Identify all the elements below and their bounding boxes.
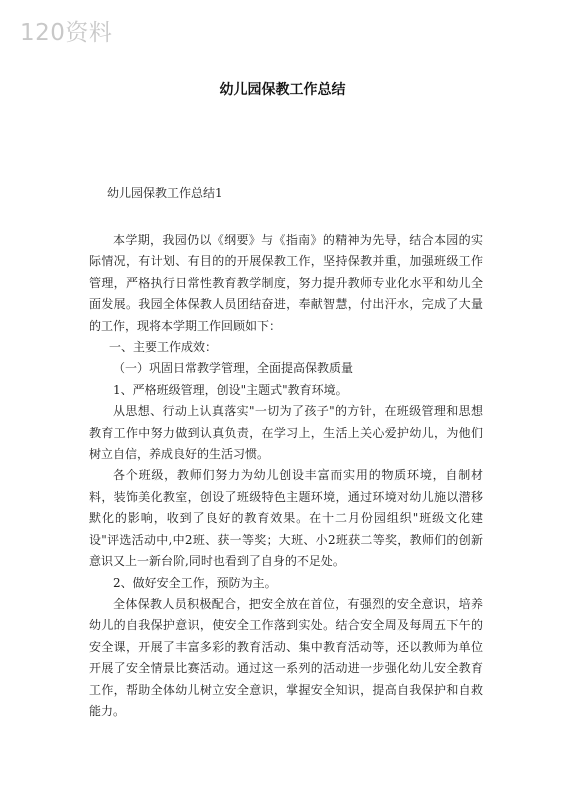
body-paragraph-4: 全体保教人员积极配合，把安全放在首位，有强烈的安全意识，培养幼儿的自我保护意识，使安全工作落到实处。结合安全周及每周五下午的安全课，开展了丰富多彩的教育活动、集中教育活动等，还以教师为单位开展了安全情景比赛活动。通过这一系列的活动进一步强化幼儿安全教育工作，帮助全体幼儿树立安全意识，掌握安全知识，提高自我保护和自救能力。: [89, 596, 483, 718]
document-body: [89, 230, 483, 722]
document-title: 幼儿园保教工作总结: [219, 82, 346, 98]
intro-paragraph: 本学期，我园仍以《纲要》与《指南》的精神为先导，结合本园的实际情况，有计划、有目的的开展保教工作，坚持保教并重，加强班级工作管理，严格执行日常性教育教学制度，努力提升教师专业化水平和幼儿全面发展。我园全体保教人员团结奋进，奉献智慧，付出汗水，完成了大量的工作，现将本学期工作回顾如下：: [89, 233, 483, 333]
watermark: 120资料: [20, 20, 113, 46]
document-subtitle: 幼儿园保教工作总结1: [107, 186, 223, 200]
body-paragraph-2: 从思想、行动上认真落实"一切为了孩子"的方针，在班级管理和思想教育工作中努力做到认真负责，在学习上，生活上关心爱护幼儿，为他们树立自信，养成良好的生活习惯。: [89, 404, 483, 462]
item-heading-1: 1、严格班级管理，创设"主题式"教育环境。: [113, 382, 348, 397]
item-heading-2: 2、做好安全工作，预防为主。: [113, 575, 277, 590]
body-paragraph-3: 各个班级，教师们努力为幼儿创设丰富而实用的物质环境，自制材料，装饰美化教室，创设了班级特色主题环境，通过环境对幼儿施以潜移默化的影响，收到了良好的教育效果。在十二月份园组织"班级文化建设"评选活动中,中2班、获一等奖；大班、小2班获二等奖，教师们的创新意识又上一新台阶,同时也看到了自身的不足处。: [89, 468, 483, 569]
section-heading-1: 一、主要工作成效：: [109, 340, 218, 355]
subsection-heading-1: （一）巩固日常教学管理，全面提高保教质量: [113, 361, 354, 376]
